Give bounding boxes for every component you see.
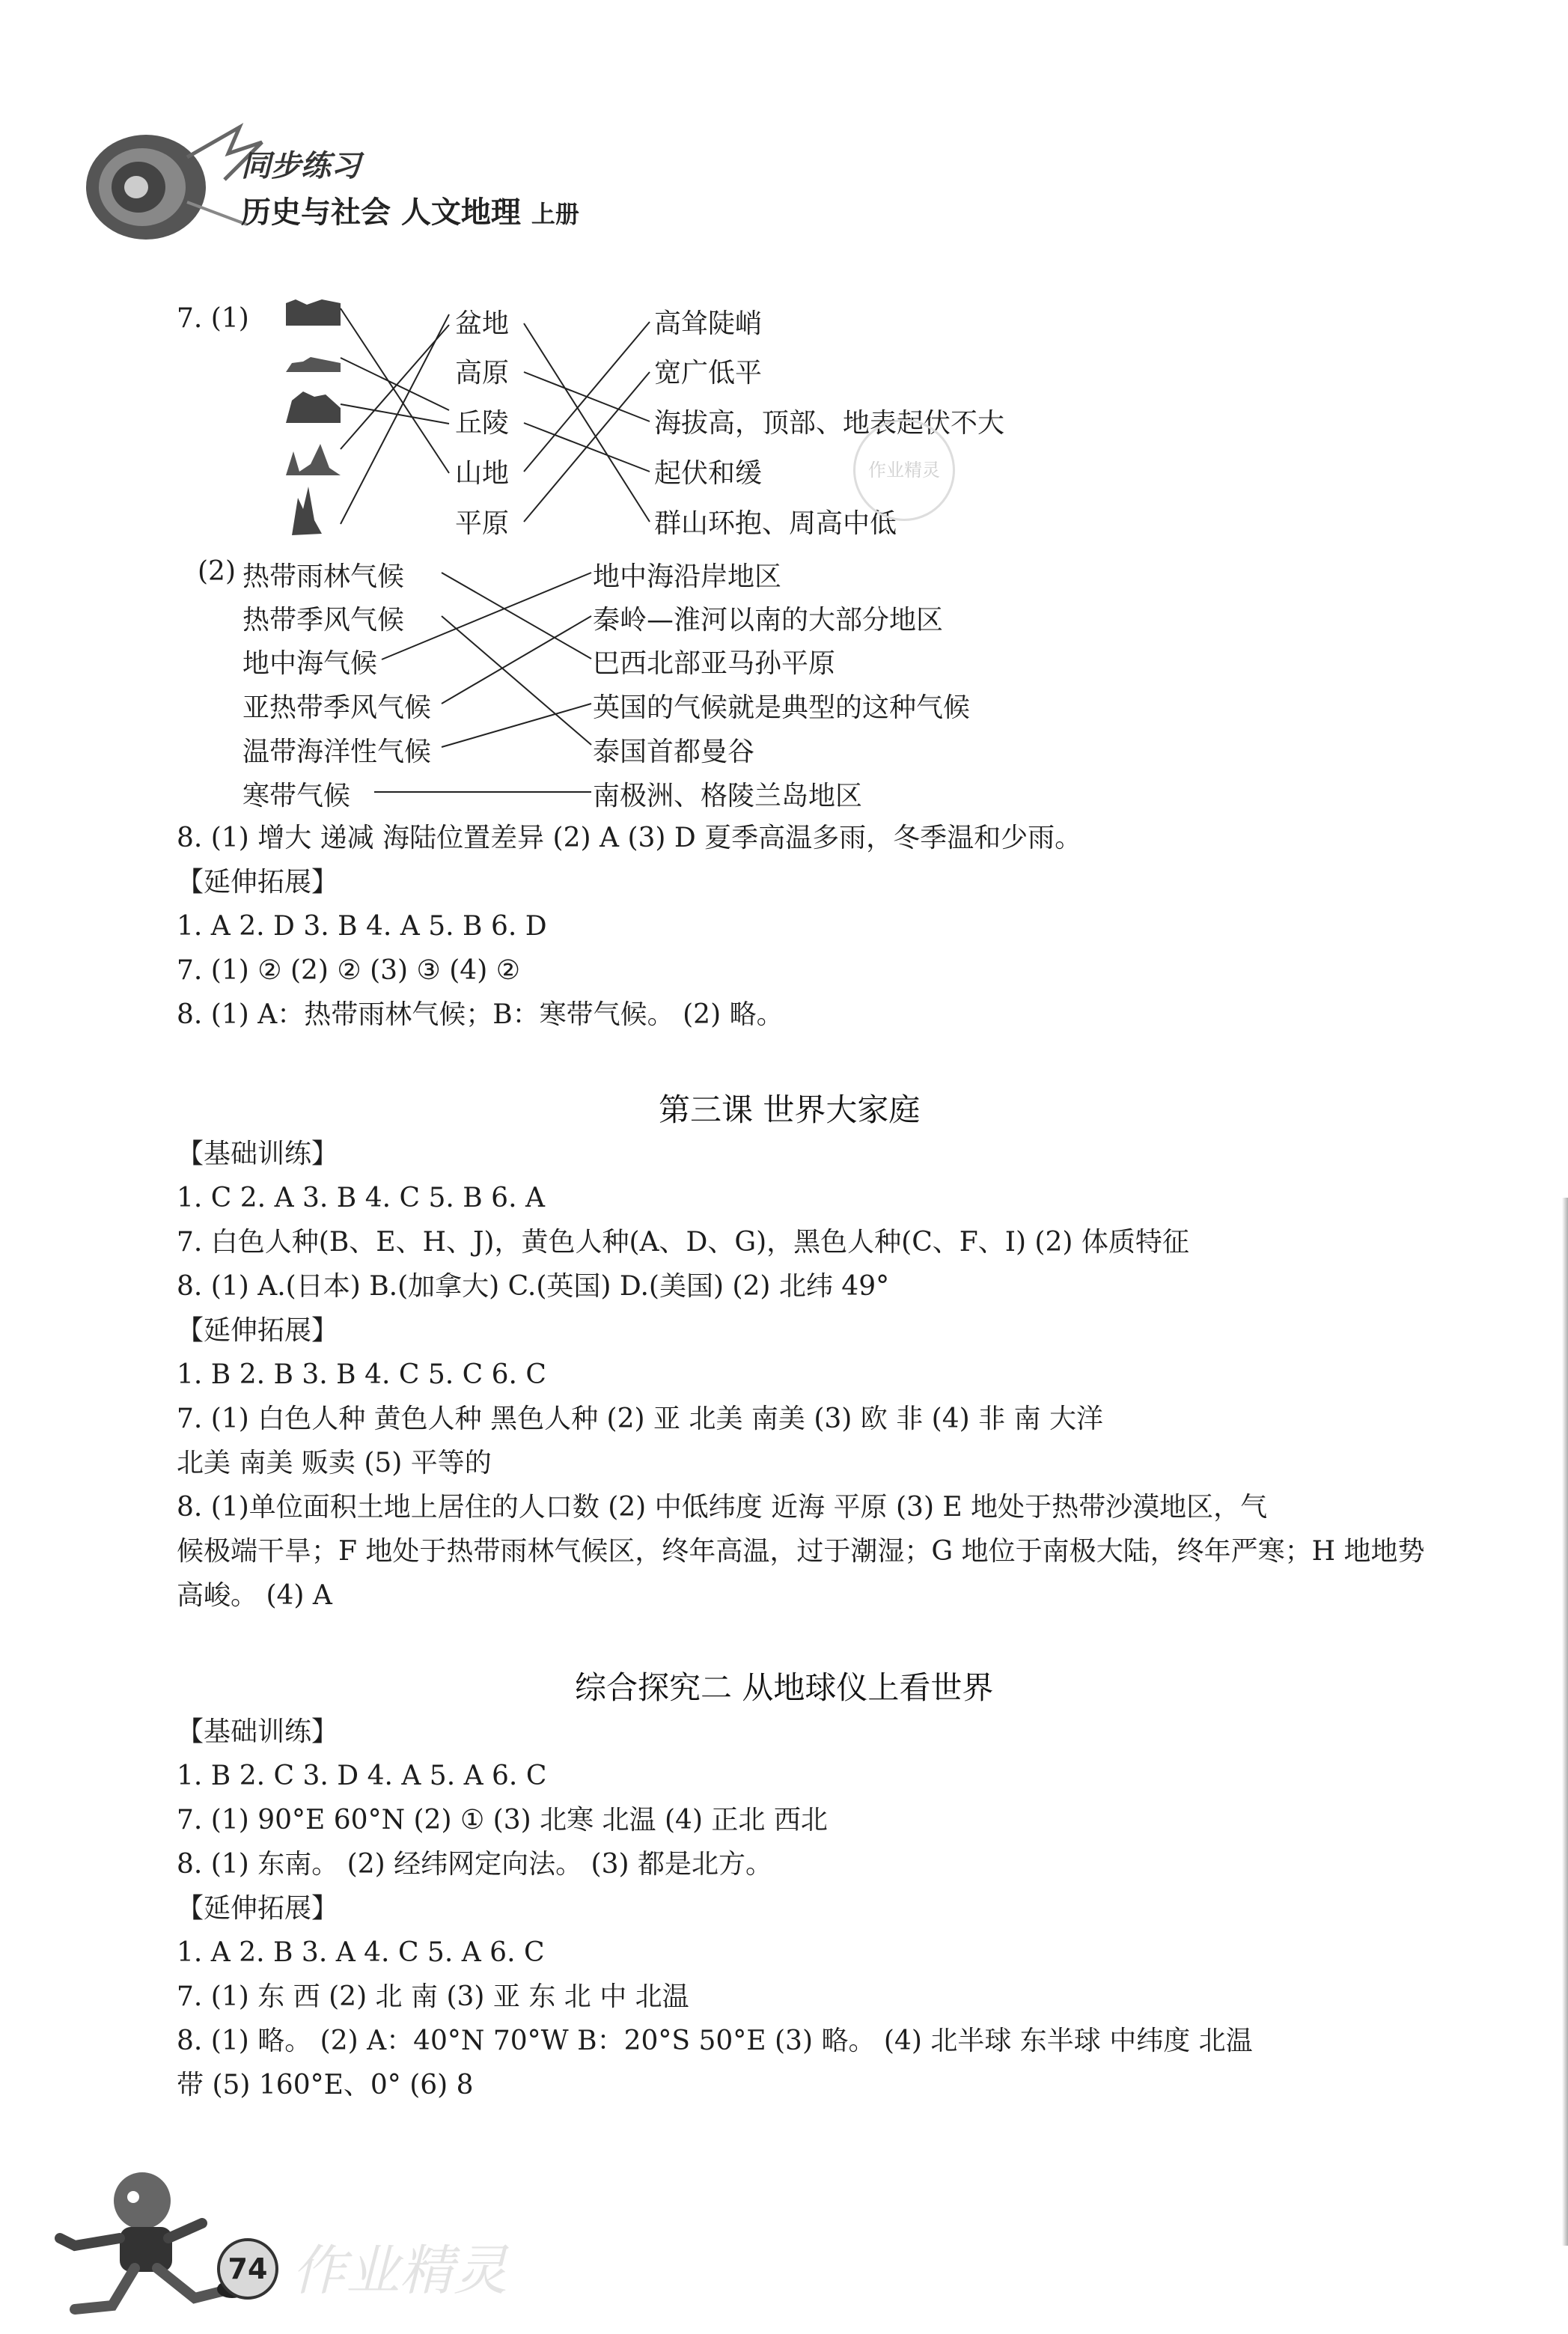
runner-mascot-icon: [45, 2156, 254, 2328]
feature-high-flat-top: 海拔高，顶部、地表起伏不大: [654, 408, 1005, 439]
answer-line: 8. (1) A：热带雨林气候；B：寒带气候。 (2) 略。: [177, 999, 784, 1030]
region-britain: 英国的气候就是典型的这种气候: [593, 692, 971, 723]
answer-line: 1. A 2. D 3. B 4. A 5. B 6. D: [177, 911, 547, 942]
feature-gentle-undulation: 起伏和缓: [654, 458, 763, 489]
climate-mediterranean: 地中海气候: [242, 648, 378, 679]
answer-line: 1. B 2. C 3. D 4. A 5. A 6. C: [177, 1761, 547, 1791]
answer-line: 1. A 2. B 3. A 4. C 5. A 6. C: [177, 1937, 545, 1968]
feature-broad-low: 宽广低平: [654, 358, 763, 389]
answer-line: 北美 南美 贩卖 (5) 平等的: [177, 1448, 492, 1478]
answer-line: 候极端干旱；F 地处于热带雨林气候区，终年高温，过于潮湿；G 地位于南极大陆，终年严寒；H 地地势: [177, 1536, 1425, 1567]
section-label: 【延伸拓展】: [177, 1893, 339, 1924]
section-title: 综合探究二 从地球仪上看世界: [575, 1669, 994, 1706]
answer-line: 8. (1) 略。 (2) A：40°N 70°W B：20°S 50°E (3) 略。 (4) 北半球 东半球 中纬度 北温: [177, 2026, 1253, 2056]
answer-line: 带 (5) 160°E、0° (6) 8: [177, 2070, 474, 2100]
answer-line: 高峻。 (4) A: [177, 1580, 332, 1611]
region-antarctica-greenland: 南极洲、格陵兰岛地区: [593, 781, 863, 811]
answer-line: 7. (1) 白色人种 黄色人种 黑色人种 (2) 亚 北美 南美 (3) 欧 非 (4) 非 南 大洋: [177, 1404, 1103, 1434]
answer-line: 8. (1) 东南。 (2) 经纬网定向法。 (3) 都是北方。: [177, 1849, 772, 1880]
watermark-stamp: [853, 419, 955, 521]
section-label: 【延伸拓展】: [177, 1315, 339, 1346]
landform-basin: 盆地: [455, 308, 510, 339]
answer-line: 7. 白色人种(B、E、H、J)，黄色人种(A、D、G)，黑色人种(C、F、I) (2) 体质特征: [177, 1227, 1189, 1258]
region-bangkok: 泰国首都曼谷: [593, 737, 755, 767]
climate-tropical-rainforest: 热带雨林气候: [242, 561, 405, 592]
subject-text: 历史与社会 人文地理: [241, 195, 521, 230]
footer-watermark: 作业精灵: [292, 2239, 508, 2302]
landform-hill: 丘陵: [455, 408, 510, 439]
climate-subtropical-monsoon: 亚热带季风气候: [242, 692, 432, 723]
feature-steep: 高耸陡峭: [654, 308, 763, 339]
answer-line: 1. B 2. B 3. B 4. C 5. C 6. C: [177, 1359, 546, 1390]
region-south-of-qinling: 秦岭—淮河以南的大部分地区: [593, 605, 944, 636]
answer-line: 8. (1) A.(日本) B.(加拿大) C.(英国) D.(美国) (2) 北纬 49°: [177, 1271, 890, 1302]
section-label: 【延伸拓展】: [177, 867, 339, 898]
section-label: 【基础训练】: [177, 1139, 339, 1169]
q7-part1-label: 7. (1): [177, 303, 249, 334]
page-spine-shadow: [1562, 1198, 1568, 2246]
brand-title: 同步练习: [241, 148, 361, 183]
answer-line: 8. (1)单位面积土地上居住的人口数 (2) 中低纬度 近海 平原 (3) E 地处于热带沙漠地区，气: [177, 1492, 1268, 1523]
region-amazon-plain: 巴西北部亚马孙平原: [593, 648, 836, 679]
answer-line: 7. (1) 90°E 60°N (2) ① (3) 北寒 北温 (4) 正北 西北: [177, 1805, 828, 1835]
landform-mountain: 山地: [455, 458, 510, 489]
region-mediterranean-coast: 地中海沿岸地区: [593, 561, 782, 592]
answer-line: 8. (1) 增大 递减 海陆位置差异 (2) A (3) D 夏季高温多雨，冬季温和少雨。: [177, 823, 1082, 853]
climate-tropical-monsoon: 热带季风气候: [242, 605, 405, 636]
section-title: 第三课 世界大家庭: [659, 1091, 921, 1128]
section-label: 【基础训练】: [177, 1716, 339, 1747]
feature-surrounded-by-mountains: 群山环抱、周高中低: [654, 508, 897, 539]
watermark-stamp-text: 作业精灵: [868, 460, 940, 481]
volume-text: 上册: [531, 200, 579, 228]
climate-polar: 寒带气候: [242, 781, 351, 811]
landform-plain: 平原: [455, 508, 510, 539]
q7-part2-label: (2): [198, 556, 236, 587]
climate-temperate-maritime: 温带海洋性气候: [242, 737, 432, 767]
answer-line: 7. (1) ② (2) ② (3) ③ (4) ②: [177, 955, 520, 986]
answer-line: 7. (1) 东 西 (2) 北 南 (3) 亚 东 北 中 北温: [177, 1981, 689, 2012]
page-number: 74: [217, 2238, 278, 2300]
landform-plateau: 高原: [455, 358, 510, 389]
answer-line: 1. C 2. A 3. B 4. C 5. B 6. A: [177, 1183, 545, 1213]
